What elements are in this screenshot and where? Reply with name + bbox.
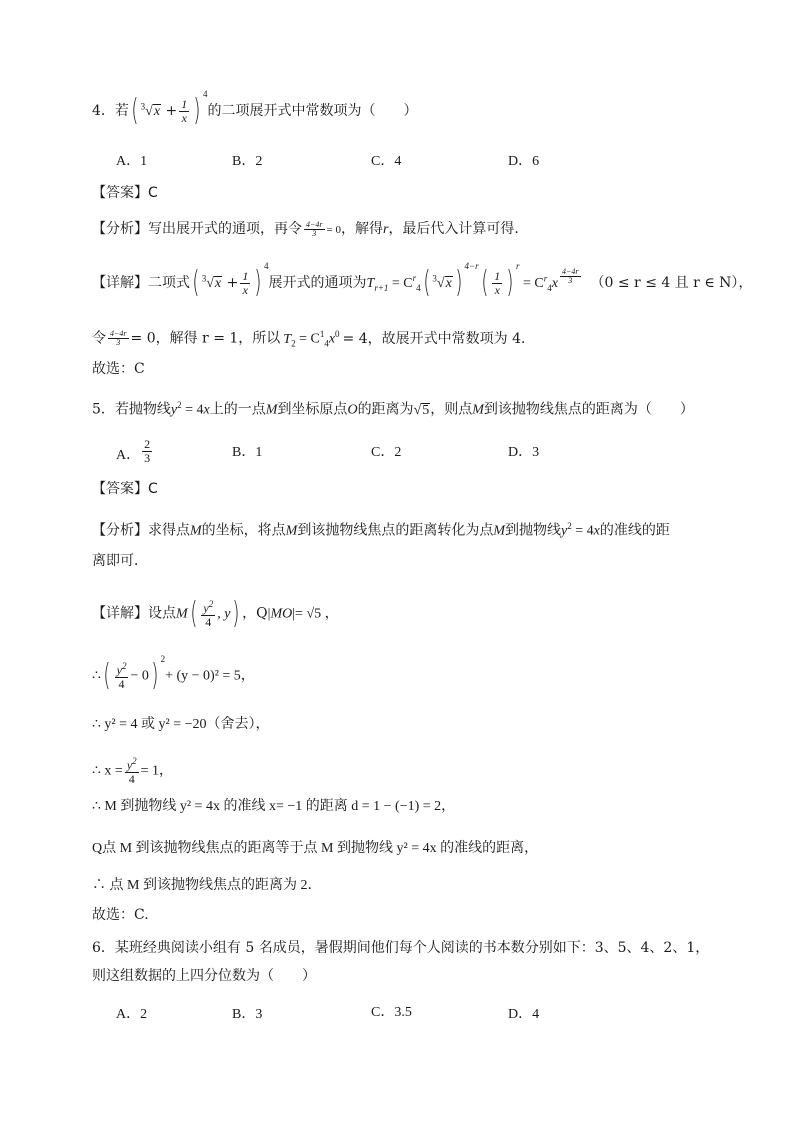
q5-step3: ∴ x = $\frac{y^2}{4}$ = 1， xyxy=(92,756,174,786)
q6-stem-line1: 6．某班经典阅读小组有 5 名成员，暑假期间他们每个人阅读的书本数分别如下：3、5、4、2、1， xyxy=(92,940,710,956)
analysis-text: 写出展开式的通项，再令 xyxy=(148,221,302,237)
radicand: x xyxy=(153,104,161,119)
q4-detail-line2: 令 $\frac{4-4r}{3}$ = 0，解得 r = 1，所以 $T_2 = C^1_4x^0 = 4$，故展开式中常数项为 4． xyxy=(92,329,535,349)
q5-analysis-line2: 离即可． xyxy=(92,553,148,569)
q5-detail-c: = √5 ， xyxy=(295,606,339,622)
q6-option-c: C．3.5 xyxy=(371,1005,412,1020)
one-over-x: $\frac{1}{x}$ xyxy=(181,96,188,125)
q5-analysis-b: 的坐标，将点 xyxy=(201,522,286,539)
q5-analysis-tag: 【分析】 xyxy=(92,522,148,539)
q5-stem-b: 上的一点 xyxy=(209,401,266,418)
q4-number: 4．若 xyxy=(92,103,129,119)
analysis-cond: = 0 xyxy=(326,224,341,236)
right-paren: ) xyxy=(193,93,201,128)
detail-text2: 展开式的通项为 xyxy=(268,275,367,291)
q4-option-b: B．2 xyxy=(232,154,263,169)
detail-tag: 【详解】 xyxy=(92,275,148,291)
q4-choice: 故选：C xyxy=(92,361,145,377)
q5-stem: 5．若抛物线$y^2 = 4x$上的一点M到坐标原点O的距离为√5，则点M到该抛物线焦点的距离为（ ） xyxy=(92,400,694,418)
q5-stem-a: 5．若抛物线 xyxy=(92,401,171,418)
q5-choice: 故选：C. xyxy=(92,907,149,923)
detail-line2-a: 令 xyxy=(92,330,106,347)
q5-detail-b: ，Q xyxy=(242,605,268,622)
q6-stem-line2: 则这组数据的上四分位数为（ ） xyxy=(92,968,316,984)
q5-option-a-den: 3 xyxy=(144,451,151,465)
q5-option-a-label: A． xyxy=(116,447,141,463)
q5-stem-f: 到该抛物线焦点的距离为（ ） xyxy=(483,401,694,418)
q5-stem-c: 到坐标原点 xyxy=(277,401,348,418)
q5-option-a-num: 2 xyxy=(144,437,151,451)
q5-analysis-a: 求得点 xyxy=(148,522,190,539)
q5-option-b: B．1 xyxy=(232,445,263,460)
small-fraction: $\frac{4-4r}{3}$ xyxy=(306,219,323,238)
q6-option-b: B．3 xyxy=(232,1007,263,1022)
q4-detail: 【详解】二项式( $^3$√x + $\frac{1}{x}$ ) $^4$展开式的通项为$T_{r+1} = C^r_4$( $^3$√x ) $^{4-r}$( $\frac{1}{x}$ ) $^r = C^r_4x$ $\frac{4-4r}{3}$ （0 ≤ r ≤ 4 且 r ∈ N）， xyxy=(92,261,753,300)
q5-detail-a: 设点 xyxy=(148,605,176,622)
q4-option-c: C．4 xyxy=(371,154,402,169)
detail-text: 二项式 xyxy=(148,275,190,291)
q5-analysis: 【分析】求得点M的坐标，将点M到该抛物线焦点的距离转化为点M到抛物线$y^2 = 4x$的准线的距 xyxy=(92,521,670,539)
q5-stem-d: 的距离为 xyxy=(357,401,414,418)
q6-option-d: D．4 xyxy=(508,1007,540,1022)
q4-analysis: 【分析】写出展开式的通项，再令 $\frac{4-4r}{3}$ = 0，解得r，最后代入计算可得. xyxy=(92,219,519,238)
q4-option-a: A．1 xyxy=(116,154,148,169)
analysis-text3: ，最后代入计算可得. xyxy=(388,221,519,237)
q5-option-c: C．2 xyxy=(371,445,402,460)
q5-step1-therefore: ∴ xyxy=(92,667,101,684)
q5-option-a xyxy=(116,438,154,465)
q5-step6: ∴ 点 M 到该抛物线焦点的距离为 2． xyxy=(92,878,322,893)
q5-analysis-d: 到抛物线 xyxy=(505,522,562,539)
exponent: 4 xyxy=(202,89,208,100)
detail-line2-c: = 4，故展开式中常数项为 4． xyxy=(342,330,535,347)
q5-step4: ∴ M 到抛物线 y² = 4x 的准线 x= −1 的距离 d = 1 − (−1) = 2， xyxy=(92,799,456,814)
detail-cond: （0 ≤ r ≤ 4 且 r ∈ N）， xyxy=(590,275,753,291)
left-paren: ( xyxy=(131,93,139,128)
cube-root-expr: $^3$√x xyxy=(140,101,161,119)
detail-line2-b: = 0，解得 r = 1，所以 xyxy=(130,330,281,347)
q6-option-a: A．2 xyxy=(116,1007,148,1022)
q5-stem-e: ，则点 xyxy=(430,401,473,418)
q5-answer: 【答案】C xyxy=(92,481,158,497)
q4-option-d: D．6 xyxy=(508,154,540,169)
q5-analysis-c: 到该抛物线焦点的距离转化为点 xyxy=(297,522,494,539)
q5-detail: 【详解】设点M( $\frac{y^2}{4}$ , y) ，Q|MO|= √5 ， xyxy=(92,595,339,631)
q4-stem-suffix: 的二项展开式中常数项为（ ） xyxy=(207,103,418,119)
analysis-text2: ，解得 xyxy=(340,221,383,237)
analysis-tag: 【分析】 xyxy=(92,221,148,237)
q5-analysis-e: 的准线的距 xyxy=(599,522,670,539)
q4-answer: 【答案】C xyxy=(92,185,158,201)
q4-stem: 4．若( $^3$√x + $\frac{1}{x}$ ) $^4$的二项展开式中常数项为（ ） xyxy=(92,89,418,128)
q5-step2: ∴ y² = 4 或 y² = −20（舍去）， xyxy=(92,717,270,732)
q5-detail-tag: 【详解】 xyxy=(92,605,148,622)
q5-step3-a: ∴ x = xyxy=(92,763,123,779)
q5-step1: ∴( $\frac{y^2}{4}$ − 0) $^2$+ (y − 0)² = 5， xyxy=(92,653,255,693)
q5-step3-b: = 1， xyxy=(140,763,174,779)
q5-option-d: D．3 xyxy=(508,445,540,460)
q5-step5: Q点 M 到该抛物线焦点的距离等于点 M 到抛物线 y² = 4x 的准线的距离， xyxy=(92,841,539,856)
q5-step1-b: + (y − 0)² = 5， xyxy=(165,668,255,684)
